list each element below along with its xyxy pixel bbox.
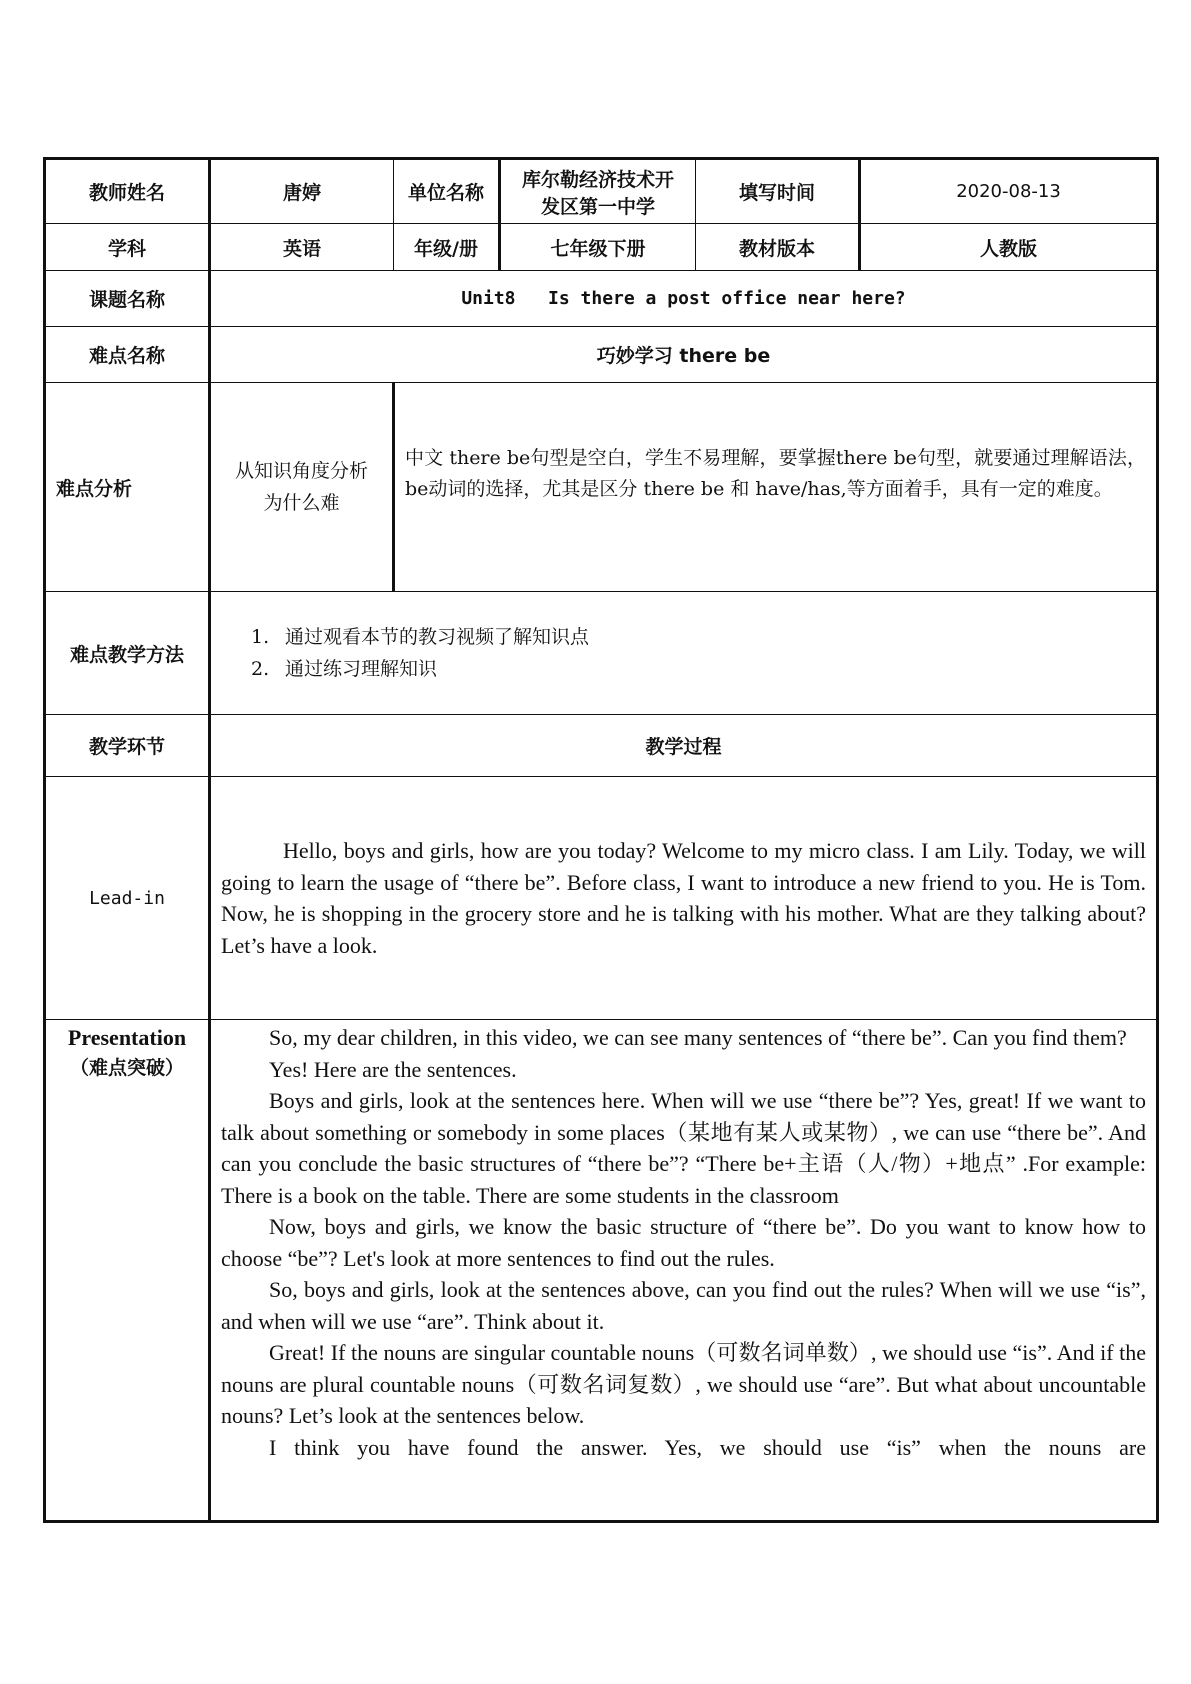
presentation-sublabel: （难点突破） (69, 1057, 184, 1079)
method-content (210, 592, 1158, 715)
difficulty-row (45, 327, 1158, 383)
leadin-paragraph: Hello, boys and girls, how are you today? Welcome to my micro class. I am Lily. Today, we will going to learn the usage of “there be”. Before class, I want to introduce a new friend to you. He is Tom. Now, he is shopping in the grocery store and he is talking with his mother. What are they talking about? Let’s have a look. (221, 838, 1146, 958)
leadin-label: Lead-in (45, 777, 210, 1020)
date-label: 填写时间 (696, 159, 860, 224)
presentation-text-cell (210, 1020, 1158, 1522)
date-value: 2020-08-13 (860, 159, 1158, 224)
topic-value: Unit8 Is there a post office near here? (210, 271, 1158, 327)
analysis-text: 中文 there be句型是空白，学生不易理解，要掌握there be句型，就要通过理解语法，be动词的选择，尤其是区分 there be 和 have/has,等方面着手，具有一定的难度。 (394, 383, 1158, 592)
process-header-row (45, 715, 1158, 777)
teacher-value: 唐婷 (210, 159, 394, 224)
presentation-paragraph: Great! If the nouns are singular countable nouns（可数名词单数）, we should use “is”. And if the nouns are plural countable nouns（可数名词复数）, we should use “are”. But what about uncountable nouns? Let’s look at the sentences below. (221, 1340, 1146, 1428)
difficulty-value: 巧妙学习 there be (210, 327, 1158, 383)
analysis-label: 难点分析 (45, 383, 210, 592)
presentation-row (45, 1020, 1158, 1522)
unit-value-line2: 发区第一中学 (540, 195, 655, 218)
presentation-paragraph: Boys and girls, look at the sentences here. When will we use “there be”? Yes, great! If we want to talk about something or somebody in some places（某地有某人或某物）, we can use “there be”. And can you conclude the basic structures of “there be”? “There be+主语（人/物）+地点” .For example: There is a book on the table. There are some students in the classroom (221, 1088, 1146, 1208)
topic-label: 课题名称 (45, 271, 210, 327)
unit-value-line1: 库尔勒经济技术开 (521, 168, 674, 191)
unit-value (500, 159, 696, 224)
presentation-paragraph: So, boys and girls, look at the sentences above, can you find out the rules? When will we use “is”, and when will we use “are”. Think about it. (221, 1277, 1146, 1334)
subject-label: 学科 (45, 224, 210, 271)
method-row (45, 592, 1158, 715)
stage-label: 教学环节 (45, 715, 210, 777)
subject-value: 英语 (210, 224, 394, 271)
analysis-sublabel-line2: 为什么难 (263, 492, 340, 514)
list-item: 2. 通过练习理解知识 (251, 658, 438, 680)
method-list (211, 621, 1156, 685)
difficulty-label: 难点名称 (45, 327, 210, 383)
lesson-plan-sheet (43, 157, 1156, 1523)
presentation-paragraph: So, my dear children, in this video, we can see many sentences of “there be”. Can you find them? (269, 1025, 1127, 1050)
presentation-paragraph: Now, boys and girls, we know the basic structure of “there be”. Do you want to know how to choose “be”? Let's look at more sentences to find out the rules. (221, 1214, 1146, 1271)
presentation-paragraph: I think you have found the answer. Yes, we should use “is” when the nouns are (269, 1434, 1146, 1460)
leadin-row (45, 777, 1158, 1020)
grade-value: 七年级下册 (500, 224, 696, 271)
header-row (45, 159, 1158, 224)
subject-row (45, 224, 1158, 271)
edition-label: 教材版本 (696, 224, 860, 271)
presentation-paragraph: Yes! Here are the sentences. (269, 1056, 517, 1082)
analysis-sublabel-line1: 从知识角度分析 (234, 460, 368, 482)
lesson-plan-table (43, 157, 1159, 1523)
unit-label: 单位名称 (394, 159, 500, 224)
analysis-row (45, 383, 1158, 592)
topic-row (45, 271, 1158, 327)
analysis-sublabel (210, 383, 394, 592)
edition-value: 人教版 (860, 224, 1158, 271)
list-item: 1. 通过观看本节的教习视频了解知识点 (251, 626, 590, 648)
teacher-label: 教师姓名 (45, 159, 210, 224)
grade-label: 年级/册 (394, 224, 500, 271)
process-label: 教学过程 (210, 715, 1158, 777)
presentation-label-cell (45, 1020, 210, 1522)
leadin-text-cell (210, 777, 1158, 1020)
method-label: 难点教学方法 (45, 592, 210, 715)
presentation-label: Presentation (67, 1025, 187, 1050)
